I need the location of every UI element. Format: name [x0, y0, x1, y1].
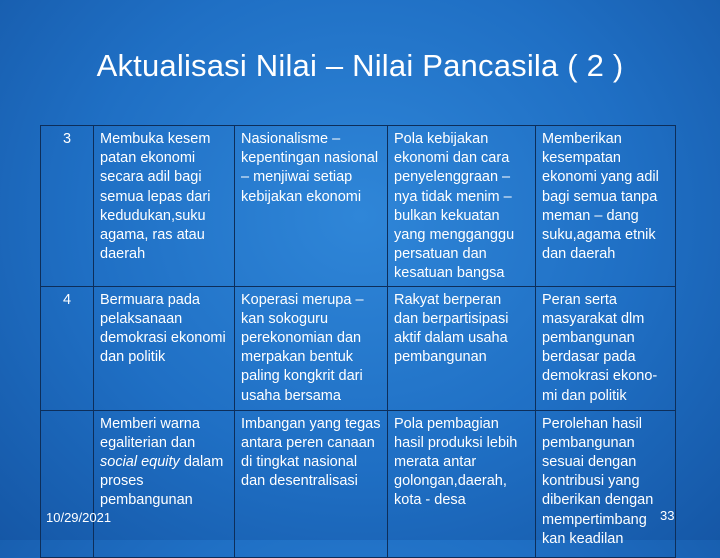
values-table — [40, 125, 676, 558]
table-cell — [94, 410, 235, 557]
table-cell: Membuka kesem patan ekonomi secara adil bagi semua lepas dari kedudukan,suku agama, ras atau daerah — [94, 126, 235, 287]
table-row — [41, 410, 676, 557]
table-row — [41, 126, 676, 287]
table-cell: Pola kebijakan ekonomi dan cara penyelenggraan – nya tidak menim – bulkan kekuatan yang mengganggu persatuan dan kesatuan bangsa — [388, 126, 536, 287]
table-cell: Pola pembagian hasil produksi lebih merata antar golongan,daerah, kota - desa — [388, 410, 536, 557]
table-cell: Koperasi merupa – kan sokoguru perekonomian dan merpakan bentuk paling kongkrit dari usaha bersama — [235, 286, 388, 410]
table-cell: Perolehan hasil pembangunan sesuai dengan kontribusi yang diberikan dengan mempertimbang kan keadilan — [536, 410, 676, 557]
cell-text: dalam proses pembangunan — [100, 454, 224, 509]
table-cell: Imbangan yang tegas antara peren canaan di tingkat nasional dan desentralisasi — [235, 410, 388, 557]
slide-page-number: 33 — [660, 508, 675, 523]
row-number — [41, 410, 94, 557]
slide-date: 10/29/2021 — [46, 510, 112, 525]
table-cell: Nasionalisme – kepentingan nasional – menjiwai setiap kebijakan ekonomi — [235, 126, 388, 287]
table-cell: Peran serta masyarakat dlm pembangunan berdasar pada demokrasi ekono- mi dan politik — [536, 286, 676, 410]
cell-text: Memberi warna egaliterian dan — [100, 415, 200, 451]
table-cell: Rakyat berperan dan berpartisipasi aktif dalam usaha pembangunan — [388, 286, 536, 410]
cell-text-italic: social equity — [100, 454, 180, 471]
row-number: 4 — [41, 286, 94, 410]
table-cell: Memberikan kesempatan ekonomi yang adil bagi semua tanpa meman – dang suku,agama etnik dan daerah — [536, 126, 676, 287]
slide-title: Aktualisasi Nilai – Nilai Pancasila ( 2 ) — [96, 48, 624, 83]
row-number: 3 — [41, 126, 94, 287]
table-cell: Bermuara pada pelaksanaan demokrasi ekonomi dan politik — [94, 286, 235, 410]
table-row — [41, 286, 676, 410]
